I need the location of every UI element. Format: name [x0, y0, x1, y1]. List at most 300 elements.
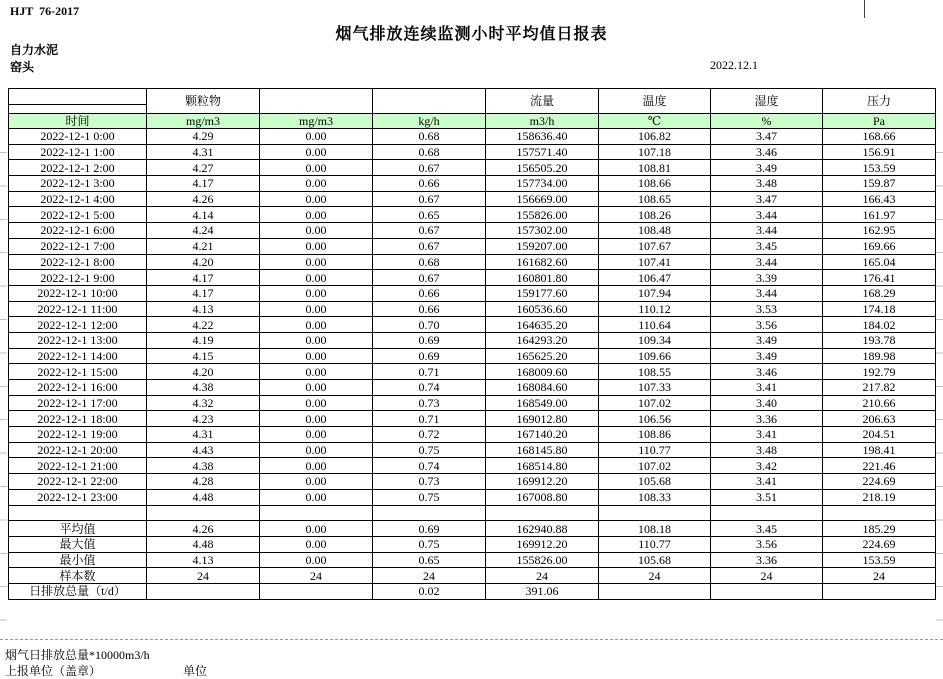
value-cell: 0.00	[260, 144, 373, 160]
value-cell: 110.12	[599, 301, 711, 317]
value-cell: 107.94	[599, 285, 711, 301]
value-cell: 0.66	[373, 301, 486, 317]
value-cell: 3.49	[711, 160, 823, 176]
value-cell: 0.70	[373, 317, 486, 333]
value-cell: 4.15	[147, 348, 260, 364]
value-cell: 159207.00	[486, 238, 599, 254]
spacer-cell	[486, 505, 599, 521]
value-cell: 0.00	[260, 176, 373, 192]
corner-cell-bottom	[9, 105, 147, 114]
footer-total-note: 烟气日排放总量*10000m3/h	[5, 648, 150, 662]
value-cell: 4.48	[147, 489, 260, 505]
value-cell: 168514.80	[486, 458, 599, 474]
footer-unit-word: 单位	[183, 664, 208, 678]
table-row	[9, 364, 936, 380]
left-gridline-ticks	[0, 152, 7, 632]
right-gridline-ticks	[936, 152, 943, 632]
value-cell: 168145.80	[486, 442, 599, 458]
table-row	[9, 458, 936, 474]
time-cell: 2022-12-1 11:00	[9, 301, 147, 317]
spacer-row-body	[9, 505, 936, 521]
time-cell: 2022-12-1 23:00	[9, 489, 147, 505]
unit-pa: Pa	[823, 114, 936, 129]
col-header-temperature: 温度	[599, 89, 711, 114]
value-cell: 0.00	[260, 458, 373, 474]
value-cell: 153.59	[823, 160, 936, 176]
table-row	[9, 474, 936, 490]
time-cell: 2022-12-1 12:00	[9, 317, 147, 333]
time-cell: 2022-12-1 19:00	[9, 427, 147, 443]
value-cell: 156669.00	[486, 191, 599, 207]
col-header-blank-1	[260, 89, 373, 114]
report-title: 烟气排放连续监测小时平均值日报表	[335, 26, 608, 43]
time-cell: 2022-12-1 18:00	[9, 411, 147, 427]
value-cell: 0.00	[260, 129, 373, 145]
summary-value	[823, 583, 936, 599]
summary-rows	[9, 521, 936, 599]
unit-percent: %	[711, 114, 823, 129]
col-header-blank-2	[373, 89, 486, 114]
value-cell: 0.00	[260, 395, 373, 411]
time-cell: 2022-12-1 13:00	[9, 332, 147, 348]
value-cell: 0.00	[260, 364, 373, 380]
value-cell: 0.75	[373, 489, 486, 505]
standard-number: HJT 76-2017	[10, 4, 80, 18]
report-date: 2022.12.1	[710, 58, 758, 72]
table-row	[9, 395, 936, 411]
time-cell: 2022-12-1 6:00	[9, 223, 147, 239]
col-header-flow: 流量	[486, 89, 599, 114]
spacer-cell	[147, 505, 260, 521]
unit-celsius: ℃	[599, 114, 711, 129]
value-cell: 107.18	[599, 144, 711, 160]
time-cell: 2022-12-1 5:00	[9, 207, 147, 223]
value-cell: 3.48	[711, 442, 823, 458]
value-cell: 169012.80	[486, 411, 599, 427]
table-row	[9, 270, 936, 286]
value-cell: 165625.20	[486, 348, 599, 364]
value-cell: 4.23	[147, 411, 260, 427]
value-cell: 221.46	[823, 458, 936, 474]
value-cell: 0.71	[373, 411, 486, 427]
value-cell: 107.02	[599, 458, 711, 474]
value-cell: 3.47	[711, 129, 823, 145]
value-cell: 3.48	[711, 176, 823, 192]
value-cell: 217.82	[823, 380, 936, 396]
value-cell: 4.21	[147, 238, 260, 254]
time-cell: 2022-12-1 15:00	[9, 364, 147, 380]
value-cell: 0.68	[373, 254, 486, 270]
summary-label: 样本数	[9, 568, 147, 584]
time-cell: 2022-12-1 4:00	[9, 191, 147, 207]
value-cell: 204.51	[823, 427, 936, 443]
col-header-particulate: 颗粒物	[147, 89, 260, 114]
value-cell: 206.63	[823, 411, 936, 427]
unit-m3-h: m3/h	[486, 114, 599, 129]
value-cell: 4.28	[147, 474, 260, 490]
time-cell: 2022-12-1 8:00	[9, 254, 147, 270]
table-row	[9, 411, 936, 427]
value-cell: 0.67	[373, 238, 486, 254]
unit-mg-m3-1: mg/m3	[147, 114, 260, 129]
value-cell: 0.74	[373, 458, 486, 474]
table-row	[9, 144, 936, 160]
summary-value: 3.56	[711, 536, 823, 552]
summary-value: 391.06	[486, 583, 599, 599]
monitoring-data-table	[8, 88, 936, 600]
value-cell: 3.44	[711, 223, 823, 239]
value-cell: 108.81	[599, 160, 711, 176]
value-cell: 4.22	[147, 317, 260, 333]
value-cell: 193.78	[823, 332, 936, 348]
summary-value: 162940.88	[486, 521, 599, 537]
table-row	[9, 489, 936, 505]
value-cell: 0.00	[260, 442, 373, 458]
value-cell: 160536.60	[486, 301, 599, 317]
value-cell: 0.75	[373, 442, 486, 458]
time-cell: 2022-12-1 20:00	[9, 442, 147, 458]
value-cell: 166.43	[823, 191, 936, 207]
value-cell: 0.73	[373, 474, 486, 490]
value-cell: 3.39	[711, 270, 823, 286]
value-cell: 107.33	[599, 380, 711, 396]
spacer-cell	[373, 505, 486, 521]
value-cell: 167140.20	[486, 427, 599, 443]
value-cell: 0.00	[260, 254, 373, 270]
time-cell: 2022-12-1 22:00	[9, 474, 147, 490]
value-cell: 164293.20	[486, 332, 599, 348]
time-cell: 2022-12-1 0:00	[9, 129, 147, 145]
summary-value: 24	[823, 568, 936, 584]
summary-value: 0.00	[260, 521, 373, 537]
value-cell: 4.17	[147, 176, 260, 192]
col-header-pressure: 压力	[823, 89, 936, 114]
value-cell: 0.67	[373, 223, 486, 239]
summary-value: 153.59	[823, 552, 936, 568]
corner-cell-top	[9, 89, 147, 105]
summary-label: 日排放总量（t/d）	[9, 583, 147, 599]
summary-value: 3.36	[711, 552, 823, 568]
value-cell: 4.26	[147, 191, 260, 207]
summary-value: 4.13	[147, 552, 260, 568]
value-cell: 3.36	[711, 411, 823, 427]
summary-value: 24	[599, 568, 711, 584]
value-cell: 0.00	[260, 207, 373, 223]
summary-value: 3.45	[711, 521, 823, 537]
value-cell: 168.66	[823, 129, 936, 145]
table-row	[9, 191, 936, 207]
time-cell: 2022-12-1 9:00	[9, 270, 147, 286]
value-cell: 0.00	[260, 160, 373, 176]
time-header: 时间	[9, 114, 147, 129]
value-cell: 0.00	[260, 191, 373, 207]
value-cell: 3.56	[711, 317, 823, 333]
value-cell: 198.41	[823, 442, 936, 458]
value-cell: 3.41	[711, 427, 823, 443]
summary-row	[9, 552, 936, 568]
value-cell: 106.56	[599, 411, 711, 427]
value-cell: 4.17	[147, 285, 260, 301]
summary-value	[711, 583, 823, 599]
summary-value: 0.02	[373, 583, 486, 599]
value-cell: 4.19	[147, 332, 260, 348]
value-cell: 0.66	[373, 285, 486, 301]
summary-value	[599, 583, 711, 599]
page-break-line	[0, 639, 943, 640]
value-cell: 159.87	[823, 176, 936, 192]
summary-value: 108.18	[599, 521, 711, 537]
value-cell: 0.00	[260, 301, 373, 317]
summary-value: 24	[373, 568, 486, 584]
summary-row	[9, 568, 936, 584]
value-cell: 0.67	[373, 191, 486, 207]
value-cell: 0.00	[260, 380, 373, 396]
summary-value: 105.68	[599, 552, 711, 568]
value-cell: 162.95	[823, 223, 936, 239]
value-cell: 3.46	[711, 144, 823, 160]
summary-row	[9, 536, 936, 552]
spacer-cell	[260, 505, 373, 521]
value-cell: 0.00	[260, 427, 373, 443]
value-cell: 0.69	[373, 332, 486, 348]
value-cell: 0.00	[260, 270, 373, 286]
company-name: 自力水泥	[10, 43, 59, 57]
value-cell: 108.65	[599, 191, 711, 207]
value-cell: 167008.80	[486, 489, 599, 505]
value-cell: 4.31	[147, 427, 260, 443]
value-cell: 157571.40	[486, 144, 599, 160]
value-cell: 110.64	[599, 317, 711, 333]
summary-value: 185.29	[823, 521, 936, 537]
table-row	[9, 442, 936, 458]
value-cell: 168.29	[823, 285, 936, 301]
summary-label: 平均值	[9, 521, 147, 537]
value-cell: 3.41	[711, 380, 823, 396]
value-cell: 0.00	[260, 348, 373, 364]
hourly-rows	[9, 129, 936, 506]
value-cell: 169.66	[823, 238, 936, 254]
time-cell: 2022-12-1 14:00	[9, 348, 147, 364]
table-row	[9, 332, 936, 348]
value-cell: 108.55	[599, 364, 711, 380]
summary-value: 24	[486, 568, 599, 584]
value-cell: 108.86	[599, 427, 711, 443]
value-cell: 107.41	[599, 254, 711, 270]
table-row	[9, 348, 936, 364]
value-cell: 224.69	[823, 474, 936, 490]
value-cell: 164635.20	[486, 317, 599, 333]
value-cell: 4.31	[147, 144, 260, 160]
summary-value: 4.48	[147, 536, 260, 552]
value-cell: 3.40	[711, 395, 823, 411]
col-header-humidity: 湿度	[711, 89, 823, 114]
value-cell: 0.66	[373, 176, 486, 192]
table-row	[9, 380, 936, 396]
value-cell: 110.77	[599, 442, 711, 458]
summary-value	[147, 583, 260, 599]
value-cell: 156.91	[823, 144, 936, 160]
value-cell: 4.14	[147, 207, 260, 223]
value-cell: 3.49	[711, 348, 823, 364]
value-cell: 3.53	[711, 301, 823, 317]
value-cell: 210.66	[823, 395, 936, 411]
value-cell: 168549.00	[486, 395, 599, 411]
summary-value: 169912.20	[486, 536, 599, 552]
summary-value: 155826.00	[486, 552, 599, 568]
summary-value: 0.00	[260, 552, 373, 568]
value-cell: 0.73	[373, 395, 486, 411]
monitor-point-name: 窑头	[10, 60, 35, 74]
value-cell: 160801.80	[486, 270, 599, 286]
value-cell: 158636.40	[486, 129, 599, 145]
value-cell: 3.47	[711, 191, 823, 207]
value-cell: 4.43	[147, 442, 260, 458]
value-cell: 0.00	[260, 238, 373, 254]
value-cell: 161.97	[823, 207, 936, 223]
table-row	[9, 238, 936, 254]
value-cell: 0.00	[260, 332, 373, 348]
value-cell: 3.44	[711, 285, 823, 301]
value-cell: 174.18	[823, 301, 936, 317]
spacer-row	[9, 505, 936, 521]
summary-label: 最大值	[9, 536, 147, 552]
summary-value: 224.69	[823, 536, 936, 552]
value-cell: 0.68	[373, 129, 486, 145]
value-cell: 0.67	[373, 270, 486, 286]
value-cell: 0.00	[260, 223, 373, 239]
value-cell: 155826.00	[486, 207, 599, 223]
value-cell: 4.13	[147, 301, 260, 317]
value-cell: 0.74	[373, 380, 486, 396]
value-cell: 0.67	[373, 160, 486, 176]
value-cell: 109.66	[599, 348, 711, 364]
value-cell: 107.67	[599, 238, 711, 254]
value-cell: 189.98	[823, 348, 936, 364]
value-cell: 3.44	[711, 207, 823, 223]
summary-value: 0.00	[260, 536, 373, 552]
value-cell: 4.38	[147, 458, 260, 474]
table-row	[9, 285, 936, 301]
value-cell: 4.20	[147, 254, 260, 270]
value-cell: 4.17	[147, 270, 260, 286]
value-cell: 168009.60	[486, 364, 599, 380]
value-cell: 3.51	[711, 489, 823, 505]
time-cell: 2022-12-1 3:00	[9, 176, 147, 192]
value-cell: 169912.20	[486, 474, 599, 490]
table-row	[9, 301, 936, 317]
value-cell: 0.68	[373, 144, 486, 160]
table-row	[9, 223, 936, 239]
value-cell: 0.00	[260, 489, 373, 505]
group-header-row	[9, 89, 936, 105]
spacer-cell	[823, 505, 936, 521]
value-cell: 159177.60	[486, 285, 599, 301]
time-cell: 2022-12-1 17:00	[9, 395, 147, 411]
value-cell: 4.20	[147, 364, 260, 380]
table-row	[9, 254, 936, 270]
value-cell: 106.47	[599, 270, 711, 286]
unit-kg-h: kg/h	[373, 114, 486, 129]
value-cell: 109.34	[599, 332, 711, 348]
value-cell: 156505.20	[486, 160, 599, 176]
table-row	[9, 176, 936, 192]
summary-value: 24	[260, 568, 373, 584]
value-cell: 3.44	[711, 254, 823, 270]
value-cell: 157734.00	[486, 176, 599, 192]
value-cell: 157302.00	[486, 223, 599, 239]
value-cell: 0.00	[260, 317, 373, 333]
value-cell: 165.04	[823, 254, 936, 270]
value-cell: 0.71	[373, 364, 486, 380]
value-cell: 108.66	[599, 176, 711, 192]
value-cell: 108.26	[599, 207, 711, 223]
value-cell: 3.45	[711, 238, 823, 254]
time-cell: 2022-12-1 10:00	[9, 285, 147, 301]
table-row	[9, 129, 936, 145]
summary-value: 0.65	[373, 552, 486, 568]
spacer-cell	[599, 505, 711, 521]
time-cell: 2022-12-1 7:00	[9, 238, 147, 254]
value-cell: 0.00	[260, 411, 373, 427]
unit-header-row	[9, 114, 936, 129]
summary-row	[9, 583, 936, 599]
value-cell: 0.65	[373, 207, 486, 223]
value-cell: 184.02	[823, 317, 936, 333]
summary-row	[9, 521, 936, 537]
spacer-cell	[9, 505, 147, 521]
value-cell: 0.72	[373, 427, 486, 443]
summary-value: 0.69	[373, 521, 486, 537]
value-cell: 168084.60	[486, 380, 599, 396]
value-cell: 105.68	[599, 474, 711, 490]
summary-value: 4.26	[147, 521, 260, 537]
value-cell: 0.69	[373, 348, 486, 364]
summary-value: 0.75	[373, 536, 486, 552]
value-cell: 108.48	[599, 223, 711, 239]
value-cell: 108.33	[599, 489, 711, 505]
value-cell: 0.00	[260, 285, 373, 301]
table-row	[9, 207, 936, 223]
summary-value: 110.77	[599, 536, 711, 552]
table-row	[9, 160, 936, 176]
value-cell: 107.02	[599, 395, 711, 411]
value-cell: 3.49	[711, 332, 823, 348]
summary-value: 24	[711, 568, 823, 584]
unit-mg-m3-2: mg/m3	[260, 114, 373, 129]
footer-report-unit-label: 上报单位（盖章）	[5, 664, 102, 678]
time-cell: 2022-12-1 16:00	[9, 380, 147, 396]
time-cell: 2022-12-1 2:00	[9, 160, 147, 176]
value-cell: 4.38	[147, 380, 260, 396]
summary-label: 最小值	[9, 552, 147, 568]
table-row	[9, 427, 936, 443]
value-cell: 176.41	[823, 270, 936, 286]
summary-value: 24	[147, 568, 260, 584]
time-cell: 2022-12-1 21:00	[9, 458, 147, 474]
table-row	[9, 317, 936, 333]
value-cell: 161682.60	[486, 254, 599, 270]
value-cell: 106.82	[599, 129, 711, 145]
value-cell: 4.32	[147, 395, 260, 411]
value-cell: 3.42	[711, 458, 823, 474]
value-cell: 4.27	[147, 160, 260, 176]
value-cell: 192.79	[823, 364, 936, 380]
value-cell: 4.29	[147, 129, 260, 145]
value-cell: 3.41	[711, 474, 823, 490]
summary-value	[260, 583, 373, 599]
value-cell: 218.19	[823, 489, 936, 505]
top-right-edge-mark	[864, 0, 865, 18]
